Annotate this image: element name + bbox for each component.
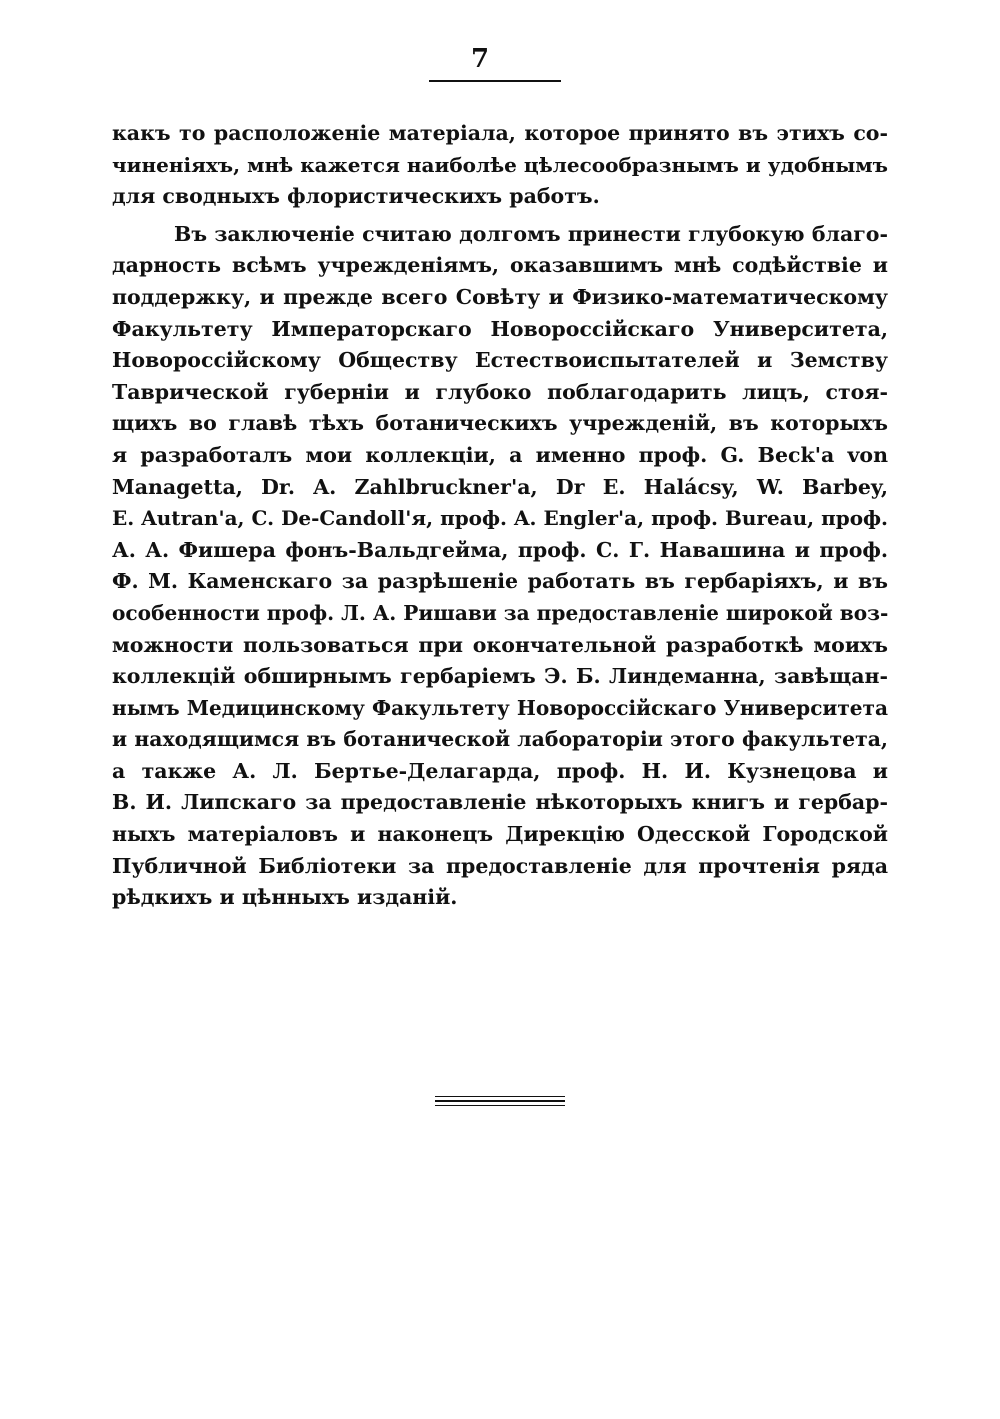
paragraph-2 <box>112 219 888 914</box>
page-number: 7 <box>470 44 490 74</box>
end-rule <box>435 1100 565 1102</box>
text-line: рѣдкихъ и цѣнныхъ изданій. <box>112 885 458 910</box>
text-line: поддержку, и прежде всего Совѣту и Физико-математическому <box>112 284 888 309</box>
text-line: Публичной Библіотеки за предоставленіе для прочтенія ряда <box>112 853 888 878</box>
text-line: я разработалъ мои коллекціи, а именно проф. G. Beck'a von <box>112 442 888 467</box>
text-line: какъ то расположеніе матеріала, которое принято въ этихъ со- <box>112 121 888 145</box>
text-line: В. И. Липскаго за предоставленіе нѣкоторыхъ книгъ и гербар- <box>112 790 888 815</box>
text-line: коллекцій обширнымъ гербаріемъ Э. Б. Линдеманна, завѣщан- <box>112 664 888 689</box>
text-line: для сводныхъ флористическихъ работъ. <box>112 184 600 209</box>
text-line: чиненіяхъ, мнѣ кажется наиболѣе цѣлесообразнымъ и удобнымъ <box>112 152 888 177</box>
end-rule <box>435 1105 565 1106</box>
text-line: Въ заключеніе считаю долгомъ принести глубокую благо- <box>174 221 888 246</box>
text-line: дарность всѣмъ учрежденіямъ, оказавшимъ мнѣ содѣйствіе и <box>112 253 888 278</box>
paragraph-1 <box>112 118 888 213</box>
text-line: а также А. Л. Бертье-Делагарда, проф. Н. И. Кузнецова и <box>112 758 888 783</box>
text-line: нымъ Медицинскому Факультету Новороссійскаго Университета <box>112 695 888 720</box>
text-line: Таврической губерніи и глубоко поблагодарить лицъ, стоя- <box>112 379 888 404</box>
header-rule <box>429 80 561 82</box>
text-line: Managetta, Dr. A. Zahlbruckner'a, Dr E. Halácsy, W. Barbey, <box>112 474 888 499</box>
end-rule <box>435 1096 565 1097</box>
text-line: ныхъ матеріаловъ и наконецъ Дирекцію Одесской Городской <box>112 822 888 847</box>
text-line: и находящимся въ ботанической лабораторіи этого факультета, <box>112 727 888 752</box>
text-line: Ф. М. Каменскаго за разрѣшеніе работать въ гербаріяхъ, и въ <box>112 569 888 594</box>
text-line: можности пользоваться при окончательной разработкѣ моихъ <box>112 632 888 657</box>
text-line: E. Autran'a, C. De-Candoll'я, проф. A. Engler'a, проф. Bureau, проф. <box>112 506 888 531</box>
text-line: А. А. Фишера фонъ-Вальдгейма, проф. С. Г. Навашина и проф. <box>112 537 888 562</box>
text-line: Новороссійскому Обществу Естествоиспытателей и Земству <box>112 348 888 373</box>
body-text <box>112 118 888 914</box>
text-line: щихъ во главѣ тѣхъ ботаническихъ учрежденій, въ которыхъ <box>112 411 888 436</box>
text-line: особенности проф. Л. А. Ришави за предоставленіе широкой воз- <box>112 600 889 625</box>
text-line: Факультету Императорскаго Новороссійскаго Университета, <box>112 316 888 341</box>
